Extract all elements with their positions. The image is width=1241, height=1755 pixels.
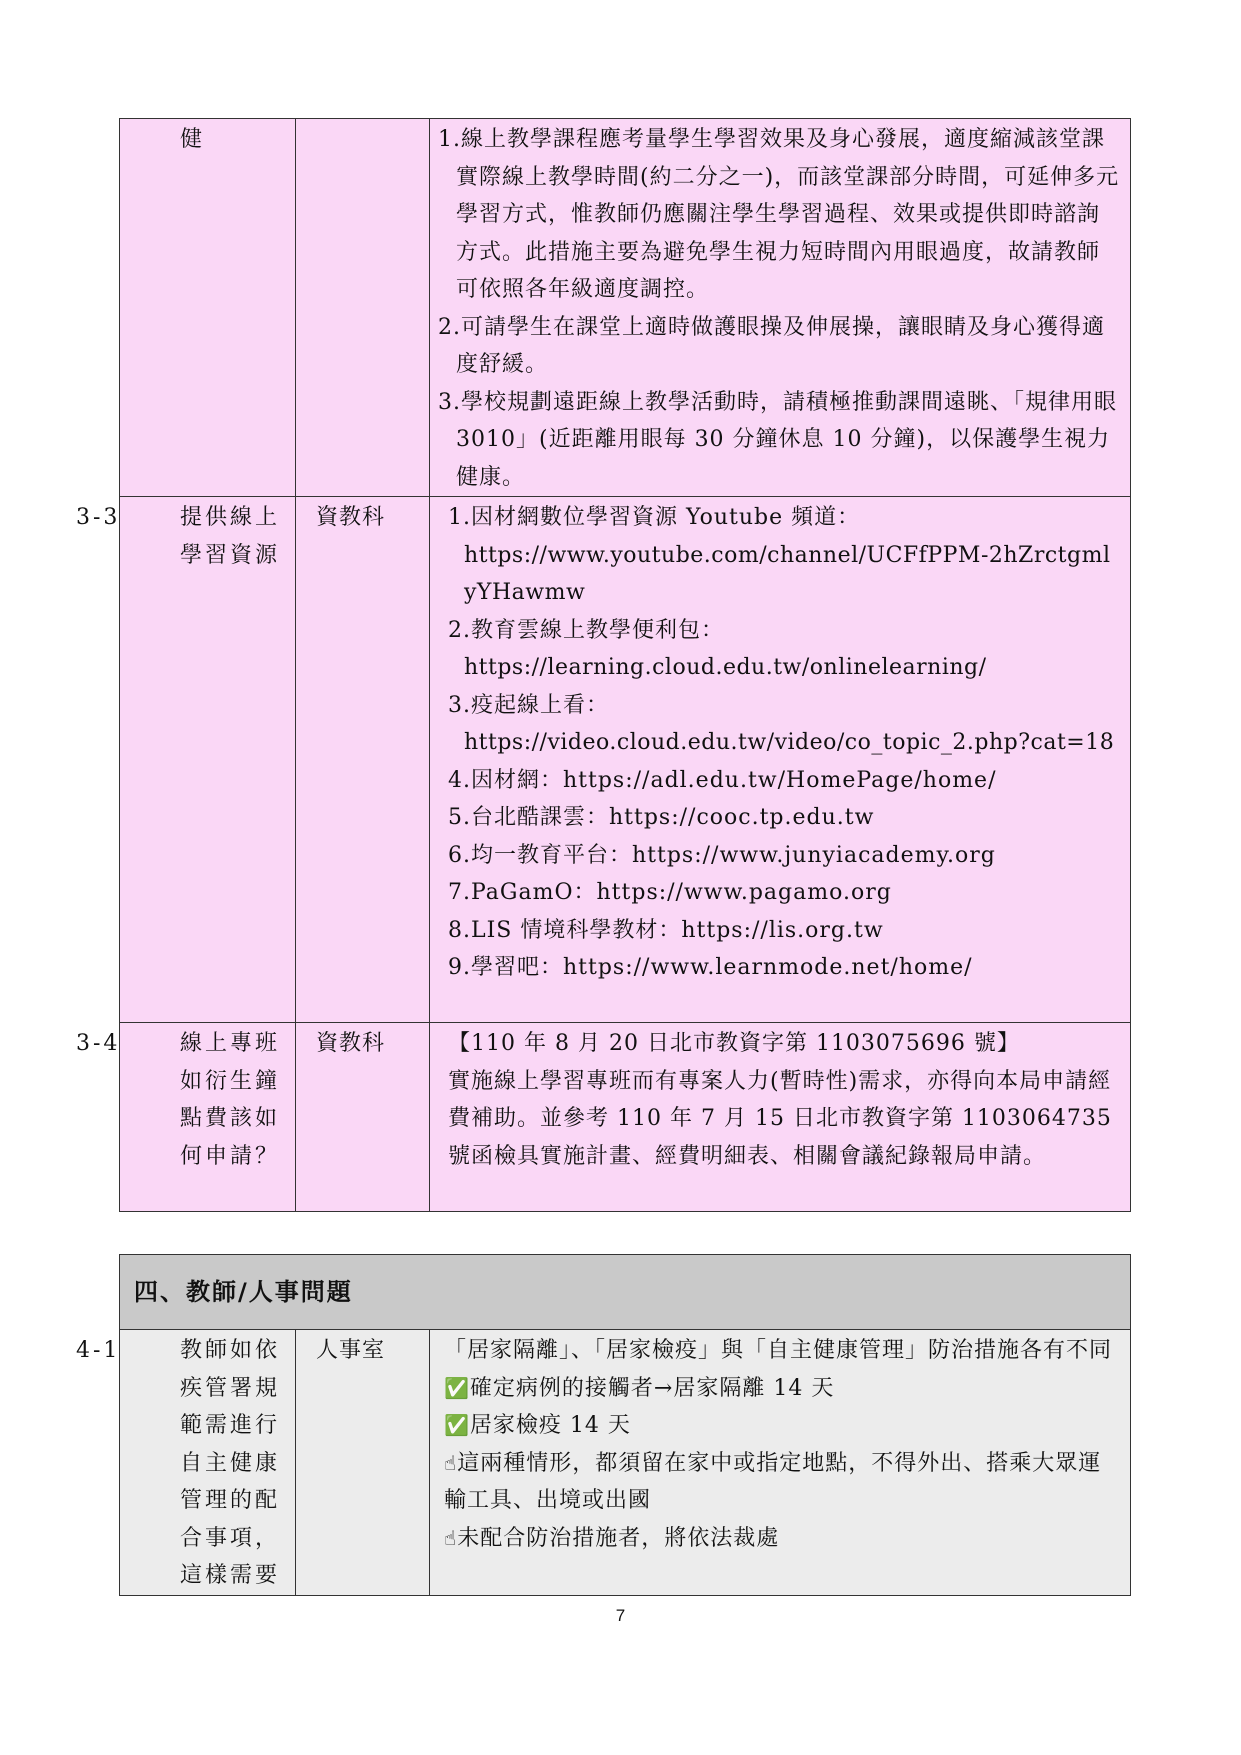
topic-cell	[76, 497, 296, 1023]
intro-text: 「居家隔離」、「居家檢疫」與「自主健康管理」防治措施各有不同	[444, 1338, 1113, 1363]
list-item: 1.因材網數位學習資源 Youtube 頻道：	[448, 505, 861, 530]
topic-cell	[76, 1023, 296, 1212]
list-item: 2.可請學生在課堂上適時做護眼操及伸展操，讓眼睛及身心獲得適度舒緩。	[438, 314, 1105, 377]
content-cell	[430, 1023, 1131, 1212]
list-item	[438, 1370, 1122, 1408]
table-teacher-personnel	[76, 1254, 1131, 1596]
topic-text: 健	[180, 127, 206, 152]
topic-cell	[76, 1330, 296, 1596]
list-item-text: 確定病例的接觸者→居家隔離 14 天	[469, 1375, 835, 1401]
section-header-row	[120, 1255, 1131, 1330]
table-row	[120, 1330, 1131, 1596]
list-item-text: 居家檢疫 14 天	[469, 1413, 631, 1438]
unit-cell: 資教科	[296, 1023, 430, 1212]
list-item[interactable]: 6.均一教育平台：https://www.junyiacademy.org	[448, 842, 996, 868]
list-item[interactable]: 7.PaGamO：https://www.pagamo.org	[448, 880, 892, 905]
table-row	[120, 119, 1131, 497]
list-item	[438, 1520, 1122, 1558]
list-item[interactable]: 5.台北酷課雲：https://cooc.tp.edu.tw	[448, 805, 875, 830]
table-health-resources	[76, 118, 1131, 1212]
list-item	[438, 1407, 1122, 1445]
content-cell	[430, 119, 1131, 497]
topic-cell	[120, 119, 296, 497]
resource-link[interactable]: https://www.youtube.com/channel/UCFfPPM-2hZrctgmlyYHawmw	[464, 542, 1111, 605]
check-icon: ✅	[444, 1413, 470, 1437]
pointing-hand-icon: ☝	[444, 1525, 458, 1550]
check-icon: ✅	[444, 1375, 470, 1400]
list-item[interactable]: 8.LIS 情境科學教材：https://lis.org.tw	[448, 917, 884, 943]
topic-text: 教師如依疾管署規範需進行自主健康管理的配合事項，這樣需要	[180, 1338, 281, 1588]
topic-id: 3-3	[76, 505, 121, 530]
list-item: 3.學校規劃遠距線上教學活動時，請積極推動課間遠眺、「規律用眼 3010」(近距離用眼每 30 分鐘休息 10 分鐘)，以保護學生視力健康。	[438, 389, 1117, 490]
list-item-text: 未配合防治措施者，將依法裁處	[457, 1525, 780, 1551]
topic-text: 線上專班如衍生鐘點費該如何申請？	[180, 1031, 281, 1169]
list-item	[438, 1445, 1122, 1520]
list-item[interactable]: 4.因材網：https://adl.edu.tw/HomePage/home/	[448, 767, 997, 793]
table-row	[120, 1023, 1131, 1212]
unit-cell: 人事室	[296, 1330, 430, 1596]
section-title: 四、教師/人事問題	[120, 1255, 1131, 1330]
topic-id: 4-1	[76, 1338, 121, 1363]
topic-id: 3-4	[76, 1031, 121, 1056]
topic-wrap	[76, 499, 287, 574]
page-number: 7	[615, 1606, 626, 1625]
pointing-hand-icon: ☝	[444, 1450, 458, 1475]
list-item-text: 這兩種情形，都須留在家中或指定地點，不得外出、搭乘大眾運輸工具、出境或出國	[444, 1450, 1102, 1513]
notice-body: 實施線上學習專班而有專案人力(暫時性)需求，亦得向本局申請經費補助。並參考 110 年 7 月 15 日北市教資字第 1103064735 號函檢具實施計畫、經費明細表、相關會議紀錄報局申請。	[448, 1068, 1112, 1169]
unit-cell: 資教科	[296, 497, 430, 1023]
topic-wrap	[76, 1025, 287, 1175]
unit-cell	[296, 119, 430, 497]
topic-text: 提供線上學習資源	[180, 505, 281, 568]
resource-link[interactable]: https://learning.cloud.edu.tw/onlinelearning/	[464, 655, 987, 680]
notice-heading: 【110 年 8 月 20 日北市教資字第 1103075696 號】	[448, 1031, 1020, 1056]
resource-link[interactable]: https://video.cloud.edu.tw/video/co_topic_2.php?cat=18	[464, 730, 1115, 755]
list-item: 1.線上教學課程應考量學生學習效果及身心發展，適度縮減該堂課實際線上教學時間(約二分之一)，而該堂課部分時間，可延伸多元學習方式，惟教師仍應關注學生學習過程、效果或提供即時諮詢方式。此措施主要為避免學生視力短時間內用眼過度，故請教師可依照各年級適度調控。	[438, 127, 1120, 302]
content-cell	[430, 497, 1131, 1023]
content-cell	[430, 1330, 1131, 1596]
topic-wrap	[76, 1332, 287, 1595]
table-row	[120, 497, 1131, 1023]
list-item[interactable]: 9.學習吧：https://www.learnmode.net/home/	[448, 955, 973, 980]
list-item: 3.疫起線上看：	[448, 692, 609, 718]
list-item: 2.教育雲線上教學便利包：	[448, 617, 724, 643]
